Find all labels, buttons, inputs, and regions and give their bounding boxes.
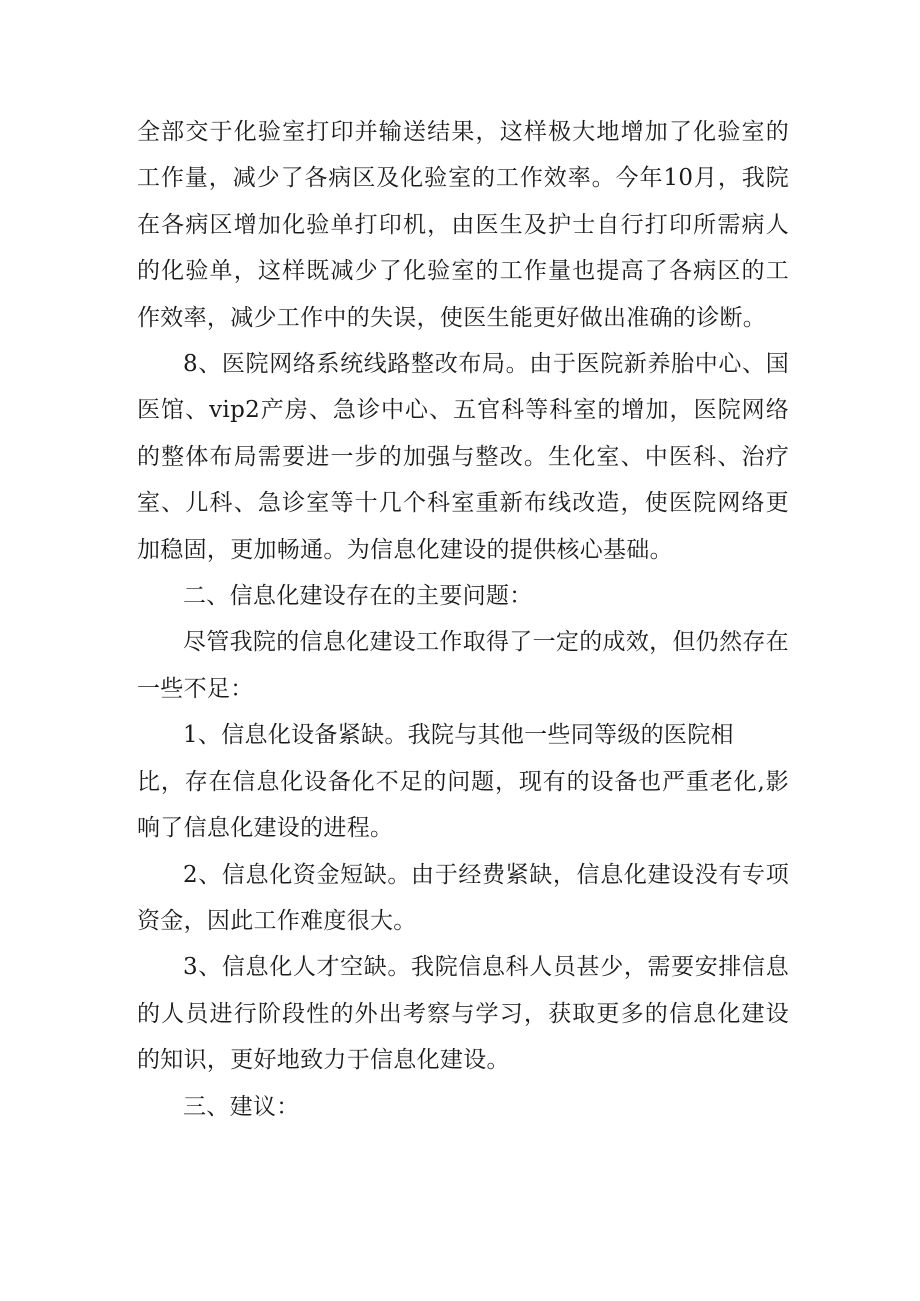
paragraph-equipment-shortage (137, 712, 789, 851)
paragraph-funding-shortage: 2、信息化资金短缺。由于经费紧缺，信息化建设没有专项资金，因此工作难度很大。 (137, 861, 789, 934)
paragraph-network-rewiring: 8、医院网络系统线路整改布局。由于医院新养胎中心、国医馆、vip2产房、急诊中心、五官科等科室的增加，医院网络的整体布局需要进一步的加强与整改。生化室、中医科、治疗室、儿科、急诊室等十几个科室重新布线改造，使医院网络更加稳固，更加畅通。为信息化建设的提供核心基础。 (137, 351, 789, 563)
paragraph-talent-shortage: 3、信息化人才空缺。我院信息科人员甚少，需要安排信息的人员进行阶段性的外出考察与学习，获取更多的信息化建设的知识，更好地致力于信息化建设。 (137, 954, 789, 1074)
section-heading-main-problems: 二、信息化建设存在的主要问题： (183, 583, 533, 610)
paragraph-equipment-shortage-line-2: 比，存在信息化设备化不足的问题，现有的设备也严重老化,影响了信息化建设的进程。 (137, 768, 789, 842)
paragraph-lab-printing: 全部交于化验室打印并输送结果，这样极大地增加了化验室的工作量，减少了各病区及化验室的工作效率。今年10月，我院在各病区增加化验单打印机，由医生及护士自行打印所需病人的化验单，这样既减少了化验室的工作量也提高了各病区的工作效率，减少工作中的失误，使医生能更好做出准确的诊断。 (137, 119, 789, 331)
document-body (137, 109, 789, 1130)
section-heading-suggestions: 三、建议： (183, 1093, 300, 1120)
paragraph-problems-intro: 尽管我院的信息化建设工作取得了一定的成效，但仍然存在一些不足： (137, 629, 789, 702)
paragraph-equipment-shortage-line-1: 1、信息化设备紧缺。我院与其他一些同等级的医院相 (183, 722, 734, 749)
